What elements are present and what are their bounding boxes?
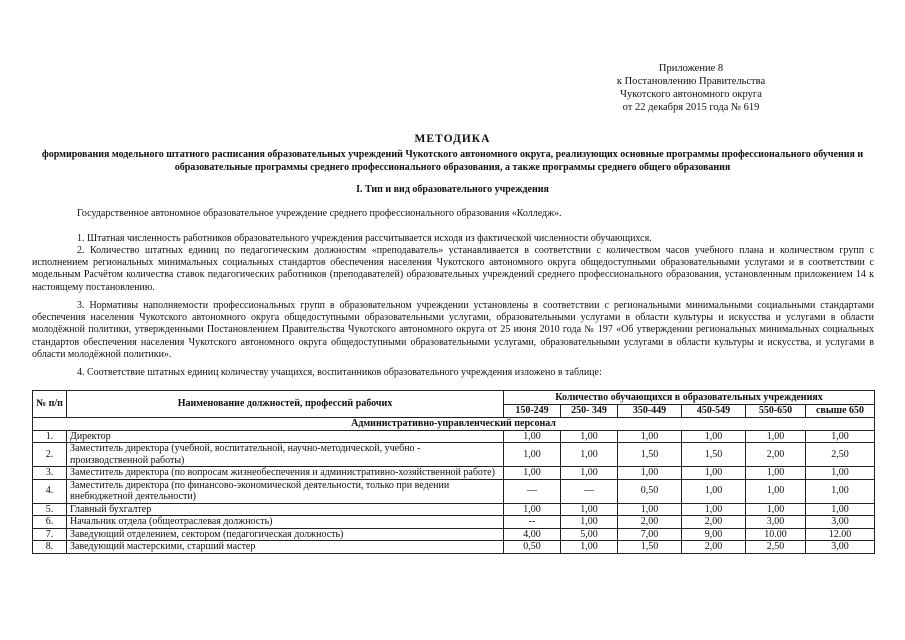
group-row <box>33 418 875 431</box>
value-cell: 0,50 <box>504 541 561 554</box>
header-range: 250- 349 <box>561 405 618 418</box>
value-cell: 1,00 <box>504 443 561 467</box>
value-cell: 0,50 <box>618 479 682 503</box>
value-cell: 2,50 <box>806 443 875 467</box>
value-cell: 10.00 <box>746 528 806 541</box>
value-cell: 1,00 <box>561 430 618 443</box>
header-range: 450-549 <box>682 405 746 418</box>
header-range: 150-249 <box>504 405 561 418</box>
table-row <box>33 467 875 480</box>
value-cell: 1,00 <box>682 479 746 503</box>
appendix-line-4: от 22 декабря 2015 года № 619 <box>622 102 760 113</box>
paragraph-1: 1. Штатная численность работников образовательного учреждения рассчитывается исходя из фактической численности обучающихся. <box>77 233 652 244</box>
header-number: № п/п <box>33 391 67 418</box>
value-cell: 9,00 <box>682 528 746 541</box>
table-row <box>33 516 875 529</box>
value-cell: 2,00 <box>746 443 806 467</box>
value-cell: 1,00 <box>504 430 561 443</box>
value-cell: 3,00 <box>806 516 875 529</box>
row-number: 7. <box>33 528 67 541</box>
value-cell: 2,00 <box>682 541 746 554</box>
position-name: Заведующий мастерскими, старший мастер <box>67 541 504 554</box>
value-cell: 4,00 <box>504 528 561 541</box>
appendix-line-1: Приложение 8 <box>658 63 724 74</box>
value-cell: 1,00 <box>746 479 806 503</box>
table-row <box>33 430 875 443</box>
value-cell: 1,00 <box>806 503 875 516</box>
table-row <box>33 443 875 467</box>
value-cell: 1,00 <box>561 467 618 480</box>
table-row <box>33 541 875 554</box>
value-cell: 1,00 <box>618 467 682 480</box>
value-cell: 1,00 <box>504 467 561 480</box>
document-subtitle: формирования модельного штатного расписания образовательных учреждений Чукотского автономного округа, реализующих основные программы профессионального обучения и образовательные программы среднего профессионального образования, а также программы среднего общего образования <box>41 149 864 173</box>
value-cell: 5,00 <box>561 528 618 541</box>
value-cell: 2,50 <box>746 541 806 554</box>
value-cell: 2,00 <box>682 516 746 529</box>
value-cell: 1,00 <box>618 503 682 516</box>
row-number: 6. <box>33 516 67 529</box>
value-cell: 1,00 <box>561 516 618 529</box>
group-title: Административно-управленческий персонал <box>33 418 875 431</box>
row-number: 8. <box>33 541 67 554</box>
row-number: 4. <box>33 479 67 503</box>
appendix-line-2: к Постановлению Правительства <box>616 76 766 87</box>
intro-paragraph: Государственное автономное образовательное учреждение среднего профессионального образования «Колледж». <box>77 208 562 219</box>
value-cell: 3,00 <box>746 516 806 529</box>
value-cell: 1,00 <box>806 467 875 480</box>
value-cell: 2,00 <box>618 516 682 529</box>
position-name: Заместитель директора (учебной, воспитательной, научно-методической, учебно - производственной работы) <box>67 443 504 467</box>
table-row <box>33 528 875 541</box>
value-cell: 12.00 <box>806 528 875 541</box>
position-name: Начальник отдела (общеотраслевая должность) <box>67 516 504 529</box>
value-cell: 1,50 <box>682 443 746 467</box>
row-number: 2. <box>33 443 67 467</box>
row-number: 3. <box>33 467 67 480</box>
value-cell: — <box>561 479 618 503</box>
header-range: 350-449 <box>618 405 682 418</box>
row-number: 5. <box>33 503 67 516</box>
value-cell: 1,00 <box>618 430 682 443</box>
value-cell: 1,00 <box>746 503 806 516</box>
header-range: свыше 650 <box>806 405 875 418</box>
value-cell: 1,50 <box>618 541 682 554</box>
paragraph-3: 3. Нормативы наполняемости профессиональных групп в образовательном учреждении установлены в соответствии с региональными минимальными социальными стандартами обеспечения населения Чукотского автономного округа общедоступными образовательными услугами, образовательными услугами в области культуры и искусства и услугами в области молодёжной политики, утвержденными Постановлением Правительства Чукотского автономного округа от 25 июня 2010 года № 197 «Об утверждении региональных минимальных социальных стандартов обеспечения населения Чукотского автономного округа общедоступными образовательными услугами, образовательными услугами в области культуры и искусства, и услугами в области молодёжной политики». <box>32 300 874 360</box>
value-cell: 1,00 <box>746 430 806 443</box>
value-cell: 1,00 <box>806 479 875 503</box>
value-cell: 1,00 <box>561 541 618 554</box>
position-name: Заведующий отделением, сектором (педагогическая должность) <box>67 528 504 541</box>
value-cell: 1,00 <box>682 467 746 480</box>
value-cell: -- <box>504 516 561 529</box>
value-cell: — <box>504 479 561 503</box>
document-title: МЕТОДИКА <box>414 133 491 145</box>
table-row <box>33 503 875 516</box>
header-student-count: Количество обучающихся в образовательных учреждениях <box>504 391 875 405</box>
value-cell: 3,00 <box>806 541 875 554</box>
value-cell: 1,00 <box>561 503 618 516</box>
appendix-line-3: Чукотского автономного округа <box>620 89 762 100</box>
value-cell: 1,00 <box>806 430 875 443</box>
value-cell: 1,00 <box>504 503 561 516</box>
position-name: Заместитель директора (по финансово-экономической деятельности, только при ведении внебюджетной деятельности) <box>67 479 504 503</box>
staffing-table <box>32 390 875 554</box>
value-cell: 1,00 <box>682 430 746 443</box>
value-cell: 7,00 <box>618 528 682 541</box>
section-title: I. Тип и вид образовательного учреждения <box>356 184 549 195</box>
appendix-reference <box>571 62 811 114</box>
header-position: Наименование должностей, профессий рабочих <box>67 391 504 418</box>
value-cell: 1,50 <box>618 443 682 467</box>
value-cell: 1,00 <box>682 503 746 516</box>
position-name: Главный бухгалтер <box>67 503 504 516</box>
row-number: 1. <box>33 430 67 443</box>
value-cell: 1,00 <box>561 443 618 467</box>
header-range: 550-650 <box>746 405 806 418</box>
position-name: Заместитель директора (по вопросам жизнеобеспечения и административно-хозяйственной работе) <box>67 467 504 480</box>
value-cell: 1,00 <box>746 467 806 480</box>
position-name: Директор <box>67 430 504 443</box>
paragraph-2: 2. Количество штатных единиц по педагогическим должностям «преподаватель» устанавливается в соответствии с количеством часов учебного плана и количеством групп с исполнением региональных минимальных социальных стандартов обеспечения населения Чукотского автономного округа общедоступными образовательными услугами и в соответствии с модельным Расчётом количества ставок педагогических работников (преподавателей) образовательных учреждений среднего профессионального образования, установленным приложением 14 к настоящему постановлению. <box>32 245 874 293</box>
paragraph-4: 4. Соответствие штатных единиц количеству учащихся, воспитанников образовательного учреждения изложено в таблице: <box>77 367 602 378</box>
table-row <box>33 479 875 503</box>
